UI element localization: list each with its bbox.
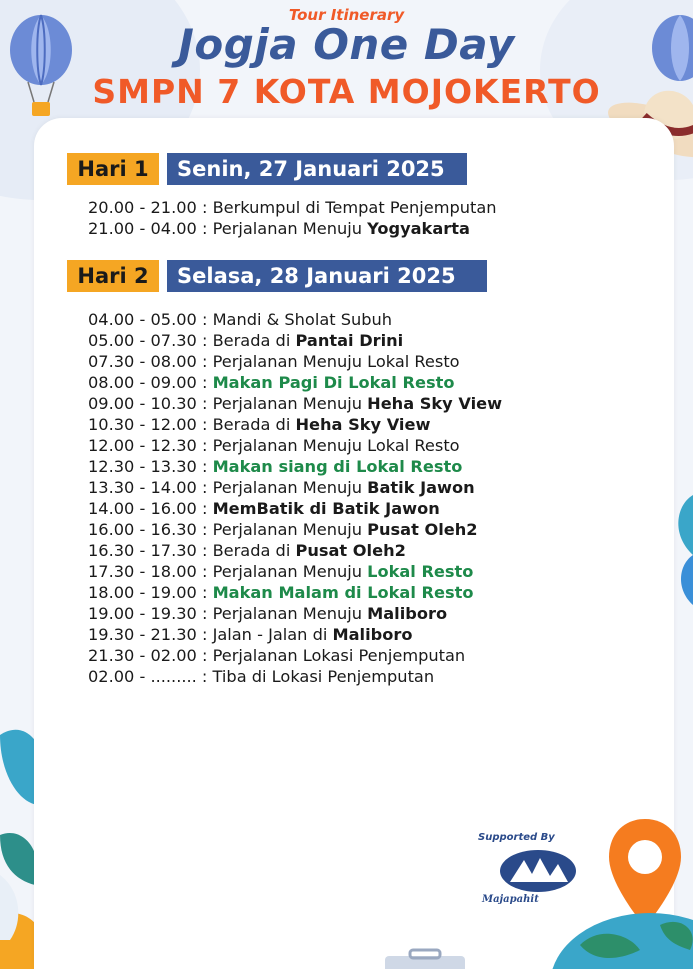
schedule-item: 18.00 - 19.00 : Makan Malam di Lokal Resto [88,583,474,602]
header-subtitle: Tour Itinerary [288,6,405,24]
suitcase-icon [380,948,470,969]
day-2-label: Hari 2 [67,260,159,292]
schedule-item: 08.00 - 09.00 : Makan Pagi Di Lokal Resto [88,373,455,392]
schedule-item: 13.30 - 14.00 : Perjalanan Menuju Batik Jawon [88,478,475,497]
schedule-item: 16.30 - 17.30 : Berada di Pusat Oleh2 [88,541,406,560]
schedule-item: 05.00 - 07.30 : Berada di Pantai Drini [88,331,404,350]
day-1-header [67,153,467,185]
schedule-item: 07.30 - 08.00 : Perjalanan Menuju Lokal Resto [88,352,460,371]
schedule-item: 12.00 - 12.30 : Perjalanan Menuju Lokal Resto [88,436,460,455]
schedule-item: 19.30 - 21.30 : Jalan - Jalan di Maliboro [88,625,413,644]
day-1-schedule [88,197,497,239]
globe-icon [540,905,693,969]
schedule-item: 14.00 - 16.00 : MemBatik di Batik Jawon [88,499,440,518]
schedule-item: 12.30 - 13.30 : Makan siang di Lokal Resto [88,457,463,476]
schedule-item: 19.00 - 19.30 : Perjalanan Menuju Maliboro [88,604,448,623]
day-1-date: Senin, 27 Januari 2025 [167,153,467,185]
majapahit-logo-icon [498,848,578,894]
schedule-item: 16.00 - 16.30 : Perjalanan Menuju Pusat Oleh2 [88,520,478,539]
school-name: SMPN 7 KOTA MOJOKERTO [92,72,601,111]
day-2-date: Selasa, 28 Januari 2025 [167,260,487,292]
schedule-item: 21.00 - 04.00 : Perjalanan Menuju Yogyakarta [88,219,470,238]
schedule-item: 17.30 - 18.00 : Perjalanan Menuju Lokal Resto [88,562,474,581]
schedule-item: 20.00 - 21.00 : Berkumpul di Tempat Penjemputan [88,198,497,217]
day-1-label: Hari 1 [67,153,159,185]
schedule-item: 09.00 - 10.30 : Perjalanan Menuju Heha Sky View [88,394,503,413]
supported-by-label: Supported By [478,832,555,843]
day-2-schedule [88,309,502,687]
schedule-item: 21.30 - 02.00 : Perjalanan Lokasi Penjemputan [88,646,466,665]
day-2-header [67,260,487,292]
logo-text: Majapahit [482,894,539,905]
page-title: Jogja One Day [178,20,515,69]
schedule-item: 04.00 - 05.00 : Mandi & Sholat Subuh [88,310,393,329]
schedule-item: 02.00 - ......... : Tiba di Lokasi Penjemputan [88,667,435,686]
schedule-item: 10.30 - 12.00 : Berada di Heha Sky View [88,415,431,434]
